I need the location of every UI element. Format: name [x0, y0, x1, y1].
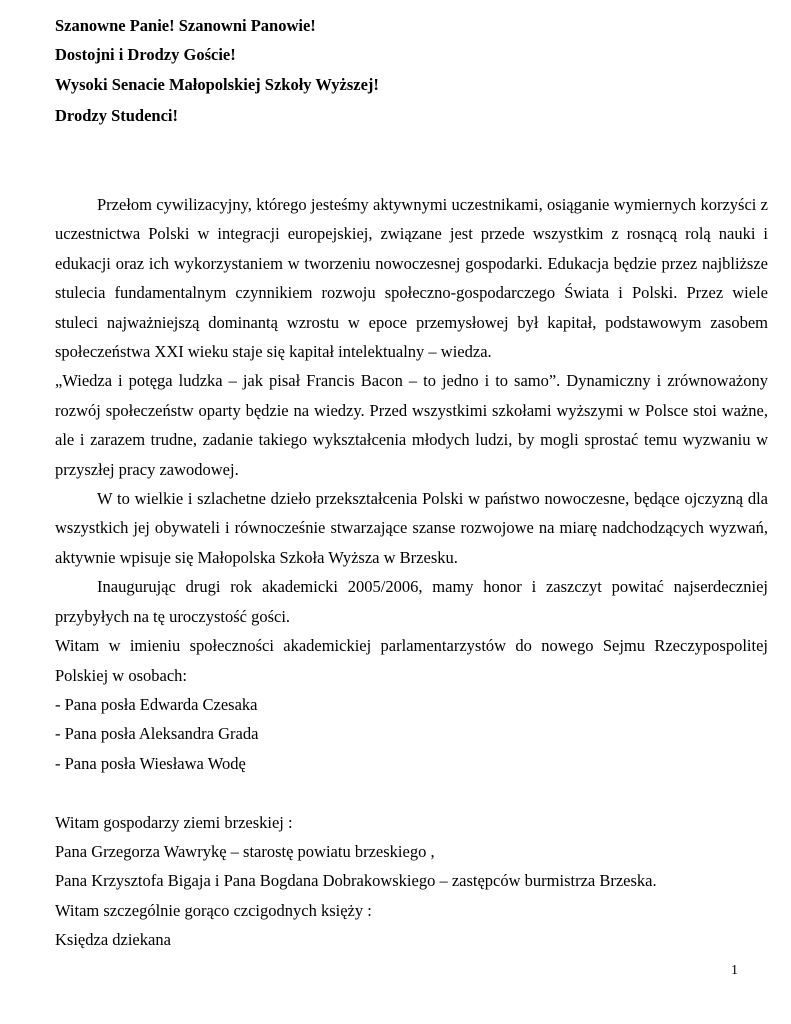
greeting-line: Wysoki Senacie Małopolskiej Szkoły Wyższej! — [55, 75, 379, 94]
greeting-line: Drodzy Studenci! — [55, 106, 178, 125]
paragraph-school-mission: W to wielkie i szlachetne dzieło przekształcenia Polski w państwo nowoczesne, będące ojczyzną dla wszystkich jej obywateli i równocześnie stwarzające szanse rozwojowe na miarę nadchodzących wyzwań, aktywnie wpisuje się Małopolska Szkoła Wyższa w Brzesku. — [55, 489, 768, 567]
closing-line: Witam gospodarzy ziemi brzeskiej : — [55, 812, 293, 832]
paragraph-civilization: Przełom cywilizacyjny, którego jesteśmy aktywnymi uczestnikami, osiąganie wymiernych korzyści z uczestnictwa Polski w integracji europejskiej, związane jest przede wszystkim z rosnącą rolą nauki i edukacji oraz ich wykorzystaniem w tworzeniu nowoczesnej gospodarki. Edukacja będzie przez najbliższe stulecia fundamentalnym czynnikiem rozwoju społeczno-gospodarczego Świata i Polski. Przez wiele stuleci najważniejszą dominantą wzrostu w epoce przemysłowej był kapitał, podstawowym zasobem społeczeństwa XXI wieku staje się kapitał intelektualny – wiedza. — [55, 195, 768, 362]
paragraph-spacer — [55, 778, 768, 807]
deputy-list-item: - Pana posła Edwarda Czesaka — [55, 694, 258, 714]
closing-line: Pana Krzysztofa Bigaja i Pana Bogdana Dobrakowskiego – zastępców burmistrza Brzeska. — [55, 871, 657, 891]
paragraph-welcome-deputies: Witam w imieniu społeczności akademickiej parlamentarzystów do nowego Sejmu Rzeczypospolitej Polskiej w osobach: — [55, 636, 768, 685]
closing-line: Pana Grzegorza Wawrykę – starostę powiatu brzeskiego , — [55, 841, 435, 861]
speech-body — [55, 190, 768, 955]
deputy-list-item: - Pana posła Wiesława Wodę — [55, 753, 246, 773]
greeting-line: Szanowne Panie! Szanowni Panowie! — [55, 16, 316, 35]
greeting-line: Dostojni i Drodzy Goście! — [55, 45, 236, 64]
closing-line: Księdza dziekana — [55, 930, 171, 950]
closing-line: Witam szczególnie gorąco czcigodnych księży : — [55, 900, 372, 920]
paragraph-inauguration: Inaugurując drugi rok akademicki 2005/2006, mamy honor i zaszczyt powitać najserdeczniej przybyłych na tę uroczystość gości. — [55, 577, 768, 626]
paragraph-bacon-quote: „Wiedza i potęga ludzka – jak pisał Francis Bacon – to jedno i to samo”. Dynamiczny i zrównoważony rozwój społeczeństw oparty będzie na wiedzy. Przed wszystkimi szkołami wyższymi w Polsce stoi ważne, ale i zarazem trudne, zadanie takiego wykształcenia młodych ludzi, by mogli sprostać temu wyzwaniu w przyszłej pracy zawodowej. — [55, 371, 768, 479]
page-number: 1 — [731, 963, 738, 978]
deputy-list-item: - Pana posła Aleksandra Grada — [55, 724, 259, 744]
